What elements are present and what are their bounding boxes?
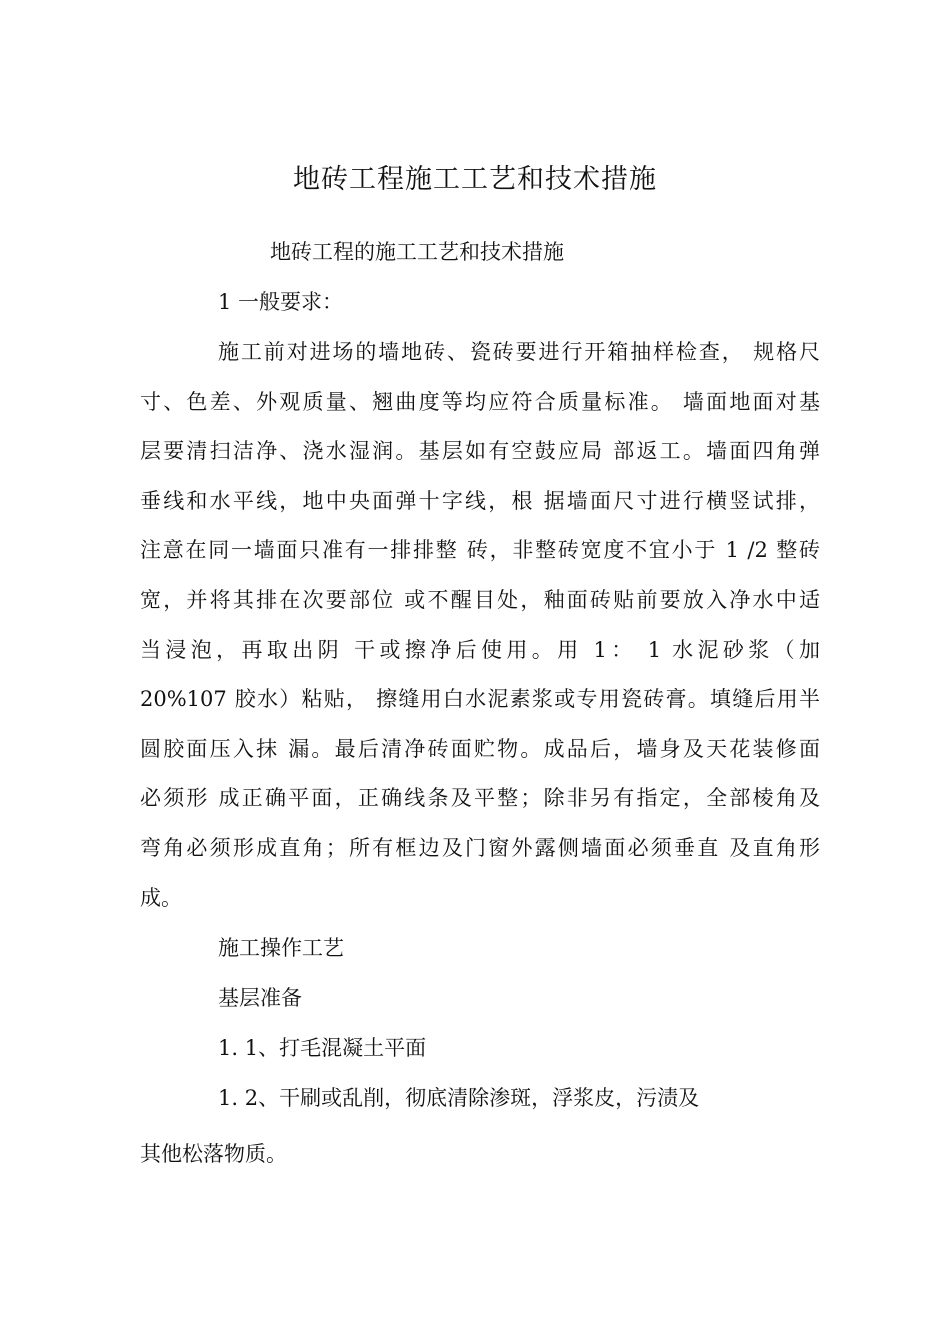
heading-construction-process: 施工操作工艺 xyxy=(218,936,344,960)
paragraph-general-requirements xyxy=(140,336,820,931)
paragraph-line: 注意在同一墙面只准有一排排整 砖，非整砖宽度不宜小于 1 /2 整砖 xyxy=(140,538,820,563)
paragraph-line: 20%107 胶水）粘贴， 擦缝用白水泥素浆或专用瓷砖膏。填缝后用半 xyxy=(140,687,820,712)
paragraph-line: 成。 xyxy=(140,885,182,910)
list-item-1-2-continuation: 其他松落物质。 xyxy=(140,1142,287,1166)
paragraph-line: 圆胶面压入抹 漏。最后清净砖面贮物。成品后，墙身及天花装修面 xyxy=(140,736,820,761)
paragraph-line: 宽，并将其排在次要部位 或不醒目处，釉面砖贴前要放入净水中适 xyxy=(140,587,820,612)
paragraph-line: 必须形 成正确平面，正确线条及平整；除非另有指定，全部棱角及 xyxy=(140,786,820,811)
paragraph-line: 层要清扫洁净、浇水湿润。基层如有空鼓应局 部返工。墙面四角弹 xyxy=(140,439,820,464)
paragraph-line: 当浸泡，再取出阴 干或擦净后使用。用 1： 1 水泥砂浆（加 xyxy=(140,637,820,662)
heading-base-preparation: 基层准备 xyxy=(218,986,302,1010)
paragraph-line: 施工前对进场的墙地砖、瓷砖要进行开箱抽样检查， 规格尺 xyxy=(218,340,820,364)
paragraph-line: 寸、色差、外观质量、翘曲度等均应符合质量标准。 墙面地面对基 xyxy=(140,389,820,414)
list-item-1-2: 1. 2、干刷或乱削，彻底清除渗斑，浮浆皮，污渍及 xyxy=(218,1086,700,1110)
paragraph-line: 弯角必须形成直角；所有框边及门窗外露侧墙面必须垂直 及直角形 xyxy=(140,835,820,860)
document-title: 地砖工程施工工艺和技术措施 xyxy=(293,164,657,195)
section-heading-general-requirements: 1 一般要求： xyxy=(218,290,344,314)
document-subtitle: 地砖工程的施工工艺和技术措施 xyxy=(270,240,564,264)
paragraph-line: 垂线和水平线，地中央面弹十字线，根 据墙面尺寸进行横竖试排， xyxy=(140,488,820,513)
list-item-1-1: 1. 1、打毛混凝土平面 xyxy=(218,1036,427,1060)
